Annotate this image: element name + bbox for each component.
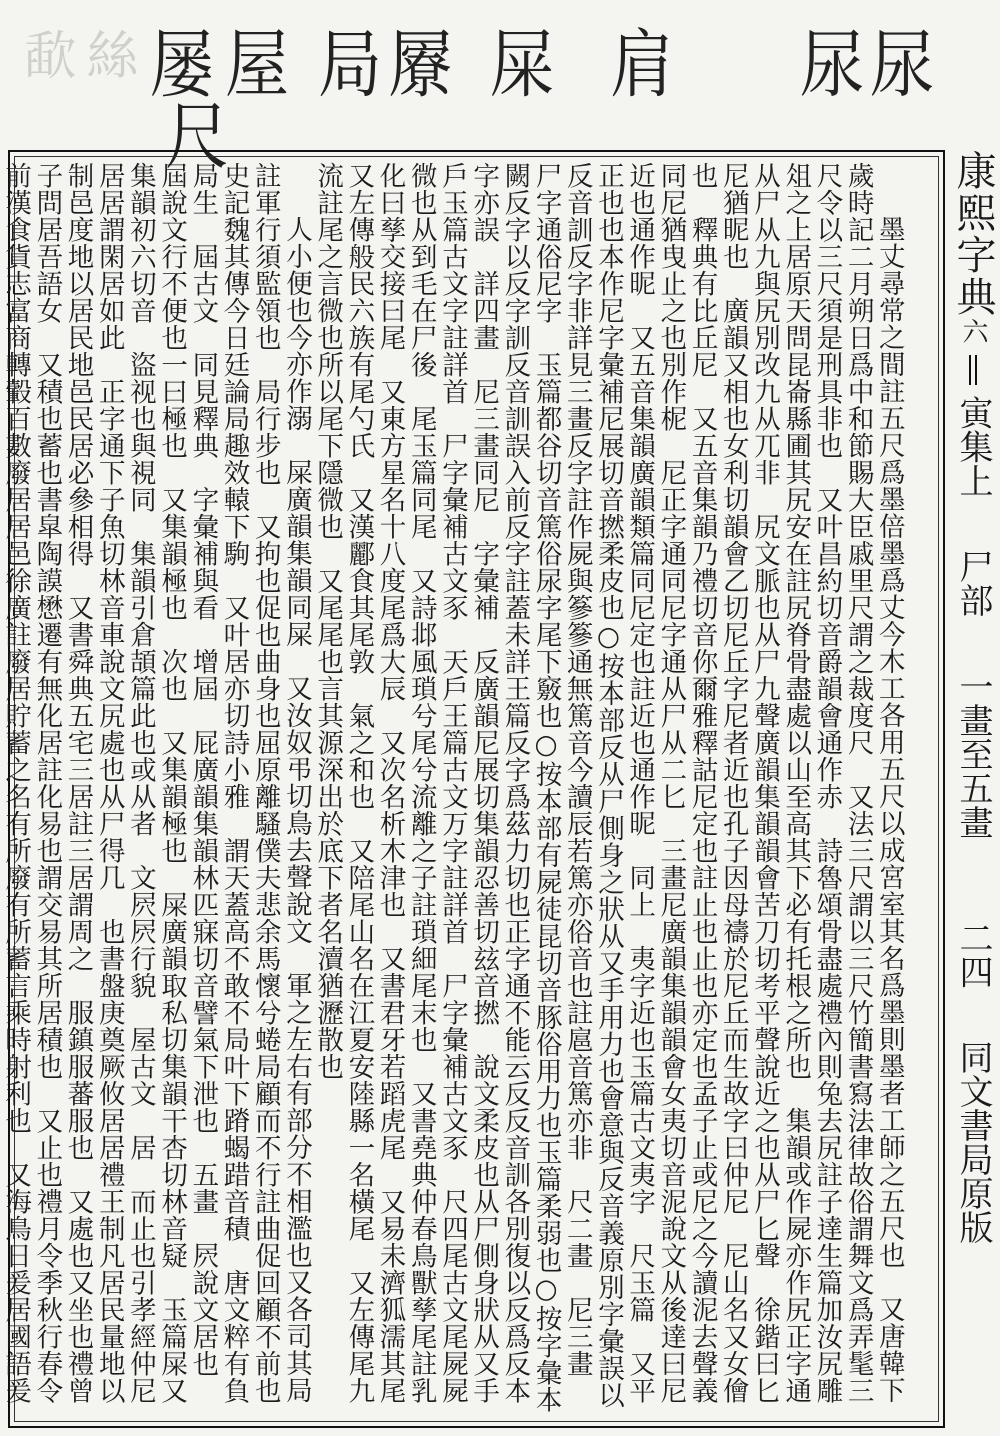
entry-text-block-2: 人小便也今亦作溺 屎廣韻集韻同屎 又汝奴弔切鳥去聲說文 軍之左右有部分不相濫也又各司其局註軍行須監領也 局行步也 又拘也促也曲身也屈原離騷僕夫悲余馬懷兮蜷局顧而不行註曲促回顧不前也史記魏其傳今日廷論局趣效轅下駒 又叶居亦切詩小雅 謂天蓋高不敢不局叶下蹐蝎踖音積 唐文粹有負局生 屆古文 同見釋典 字彙補與看 增屆 屁廣韻集韻林匹寐切音譬氣下泄也 五畫 屄說文居也 屆說文行不便也一曰極也 又集韻極也 次也 又集韻極也 屎廣韻取私切集韻干杏切林音疑 玉篇屎又集韻初六切音 盜视也與視同 集韻引倉頡篇此也或从者 文屄屄行貌 屋古文 居 而止也引孝經仲尼居居謂閑居如此 正字通下子魚切林音車說文尻處也从尸得几 也書盤庚奠厥攸居居禮王制凡居民量地以制邑度地以居民地邑民居必參相得 又書舜典五宅三居註三居謂周之 服鎮服蕃服也 又處也又坐也禮曾子問居吾語女 又積也蓄也書皐陶謨懋遷有無化居註化易也謂交易其所居積也 又止也禮月令季秋行春令 前漢食貨志富商轉轂百數廢居居邑徐廣註廢居貯蓄之名有所廢有所蓄言乘時射利也 又海鳥日爰居國語爰	[0, 162, 312, 1404]
volume-number: 六	[958, 318, 988, 344]
seal-glyph: 尺	[165, 95, 229, 181]
page-number: 二四	[953, 920, 993, 989]
seal-glyph: 屪	[388, 23, 452, 109]
stroke-range: 一畫至五畫	[953, 668, 993, 839]
seal-script-header	[0, 0, 1000, 181]
seal-glyph: 尿	[870, 23, 934, 109]
divider-rule	[969, 355, 977, 385]
faded-glyph: 歃	[15, 28, 75, 86]
collection-label: 寅集上	[953, 395, 993, 498]
seal-glyph: 肩	[610, 23, 674, 109]
seal-glyph: 局	[318, 23, 382, 109]
radical-section: 尸部	[953, 549, 993, 618]
margin-title-strip	[948, 150, 998, 1428]
text-frame	[0, 150, 945, 1431]
faded-glyph: 絲	[77, 28, 137, 86]
book-title: 康熙字典	[950, 150, 996, 318]
faded-seal-glyphs	[70, 28, 145, 86]
seal-glyph: 尿	[800, 23, 864, 109]
publisher-label: 同文書局原版	[953, 1040, 993, 1245]
seal-glyph: 屡	[150, 23, 214, 109]
seal-glyph: 屋	[225, 23, 289, 109]
dictionary-body-text	[0, 162, 936, 1431]
seal-glyph: 屎	[490, 23, 554, 109]
entry-text-block-1: 墨丈尋常之間註五尺爲墨倍墨爲丈今木工各用五尺以成宮室其名爲墨則墨者工師之五尺也 又唐韓下歲時記二月朔日爲中和節賜大臣戚里尺謂之裁度尺 又法三尺謂以三尺竹簡書寫法律故俗謂舞文爲弄髦三尺令以三尺須是刑具非也 又叶昌約切音爵韻會通作赤 詩魯頌骨盡處禮內則兔去尻註子達生篇加汝尻雕俎之上居原天問昆崙縣圃其尻安在註尻脊骨盡處以山至高其下必有托根之所也 集韻或作屍亦作尻正字通从尸从九與尻別改九从兀非 尻文脈也从尸九聲廣韻集韻韻會苦刀切考平聲說近之也从尸匕聲 徐鍇曰匕尼猶昵也 廣韻又相也女利切韻會乙切尼丘字尼者近也孔子因母禱於尼丘而生故字曰仲尼 尼山名又女儈也 釋典有比丘尼 又五音集韻乃禮切音你爾雅釋詁尼定也註止也止也亦定也孟子止或尼之今讀泥去聲義同尼猶曳止之也別作柅 尼正字通同尼字通从尸从二匕 三畫尼廣韻集韻韻會女夷切音泥說文从後達曰尼近也通作昵 又五音集韻廣韻類篇同尼定也註近也通作昵 同上 夷字近也玉篇古文夷字 尺玉篇 又平正也也本作尼字彙補尼展切音撚柔皮也○按本部反从尸側身之狀从又手用力也會意與反音義原別字彙誤以反音訓反字非詳見三畫反字註作屍與篸篸通無篤音今讀辰若篤亦俗音也註扈音篤亦非 尺二畫 尼三畫 尸字通俗尼字 玉篇都谷切音篤俗尿字尾下竅也○按本部有屍徒昆切音豚俗用力也玉篇柔弱也○按字彙本闕反字以反字訓反音訓誤入前反字註蓋未詳王篇反字爲茲力切也正字通不能云反反音訓各別復以反爲反本字亦誤 詳四畫 尼三畫同尼 字彙補 反廣韻尼展切集韻忍善切玆音撚 說文柔皮也从尸側身狀从又手 戶玉篇古文字註詳首 尸字彙補古文豕 天戶王篇古文万字註詳首 尸字彙補古文豕 尺四尾古文尾屍屍 微也从到毛在尸後 尾玉篇同尾 又詩邶風瑣兮尾兮流離之子註瑣細尾末也 又書堯典仲春鳥獸孳尾註乳化曰孳交接曰尾 又東方星名十八度尾爲大辰 又次名析木津也 又書君牙若蹈虎尾 又易未濟狐濡其尾 又左傳般民六族有尾勺氏 又漢酈食其尾敦 氣之和也 又陪尾山名在江夏安陸縣一名橫尾 又左傳尾九流註尾之言微也所以尾下隱微也 又尾尾也言其源深出於底下者名瀆猶瀝散也	[312, 162, 905, 1431]
